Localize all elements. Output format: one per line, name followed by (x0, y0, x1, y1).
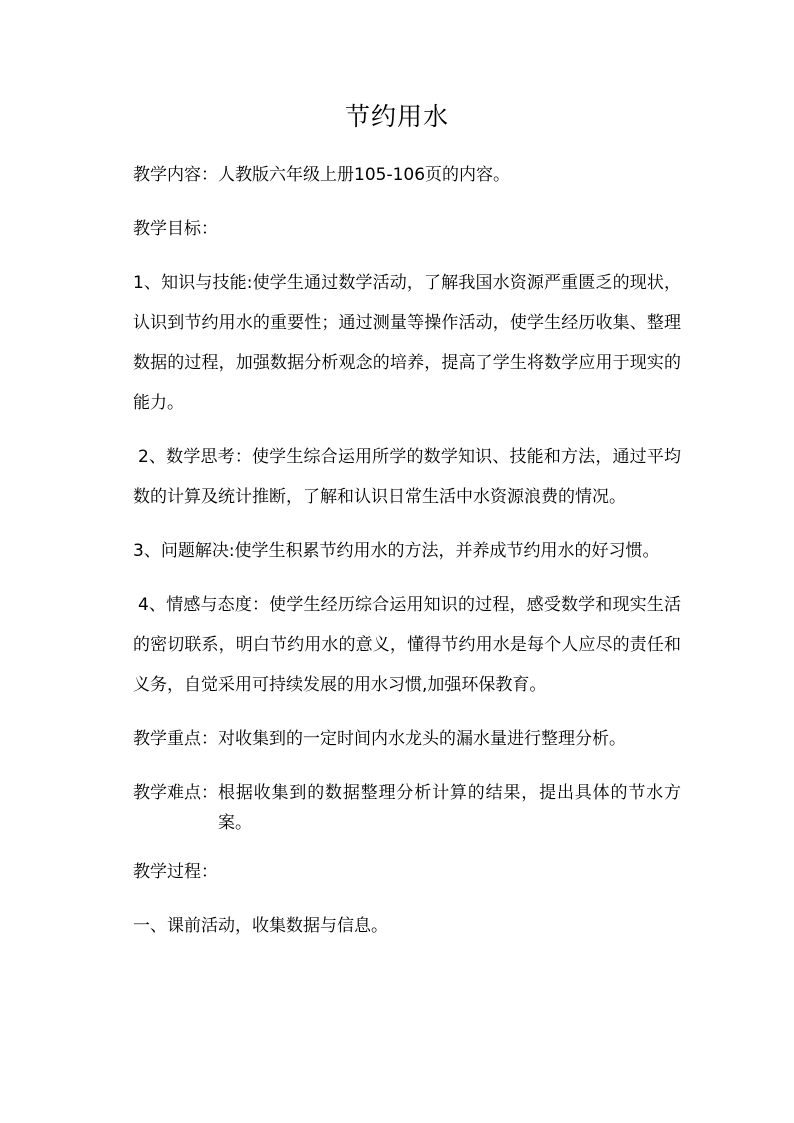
teaching-difficulty (133, 773, 681, 838)
difficulty-text: 根据收集到的数据整理分析计算的结果，提出具体的节水方案。 (218, 783, 681, 833)
teaching-content: 教学内容：人教版六年级上册105-106页的内容。 (133, 165, 511, 185)
document-title: 节约用水 (344, 102, 449, 131)
process-heading: 教学过程： (133, 862, 218, 882)
teaching-key-point: 教学重点：对收集到的一定时间内水龙头的漏水量进行整理分析。 (133, 729, 626, 749)
difficulty-label: 教学难点： (133, 783, 218, 803)
objective-problem-solving: 3、问题解决:使学生积累节约用水的方法，并养成节约用水的好习惯。 (133, 541, 660, 561)
section-heading-1: 一、课前活动，收集数据与信息。 (133, 916, 388, 936)
objectives-heading: 教学目标： (133, 219, 218, 239)
document-body (133, 155, 681, 960)
objective-knowledge-skills: 1、知识与技能:使学生通过数学活动，了解我国水资源严重匮乏的现状，认识到节约用水的重要性；通过测量等操作活动，使学生经历收集、整理数据的过程，加强数据分析观念的培养，提高了学生将数学应用于现实的能力。 (133, 273, 681, 413)
objective-emotion-attitude: 4、情感与态度：使学生经历综合运用知识的过程，感受数学和现实生活的密切联系，明白节约用水的意义，懂得节约用水是每个人应尽的责任和义务，自觉采用可持续发展的用水习惯,加强环保教育。 (133, 595, 681, 695)
objective-math-thinking: 2、数学思考：使学生综合运用所学的数学知识、技能和方法，通过平均数的计算及统计推断，了解和认识日常生活中水资源浪费的情况。 (133, 447, 681, 507)
